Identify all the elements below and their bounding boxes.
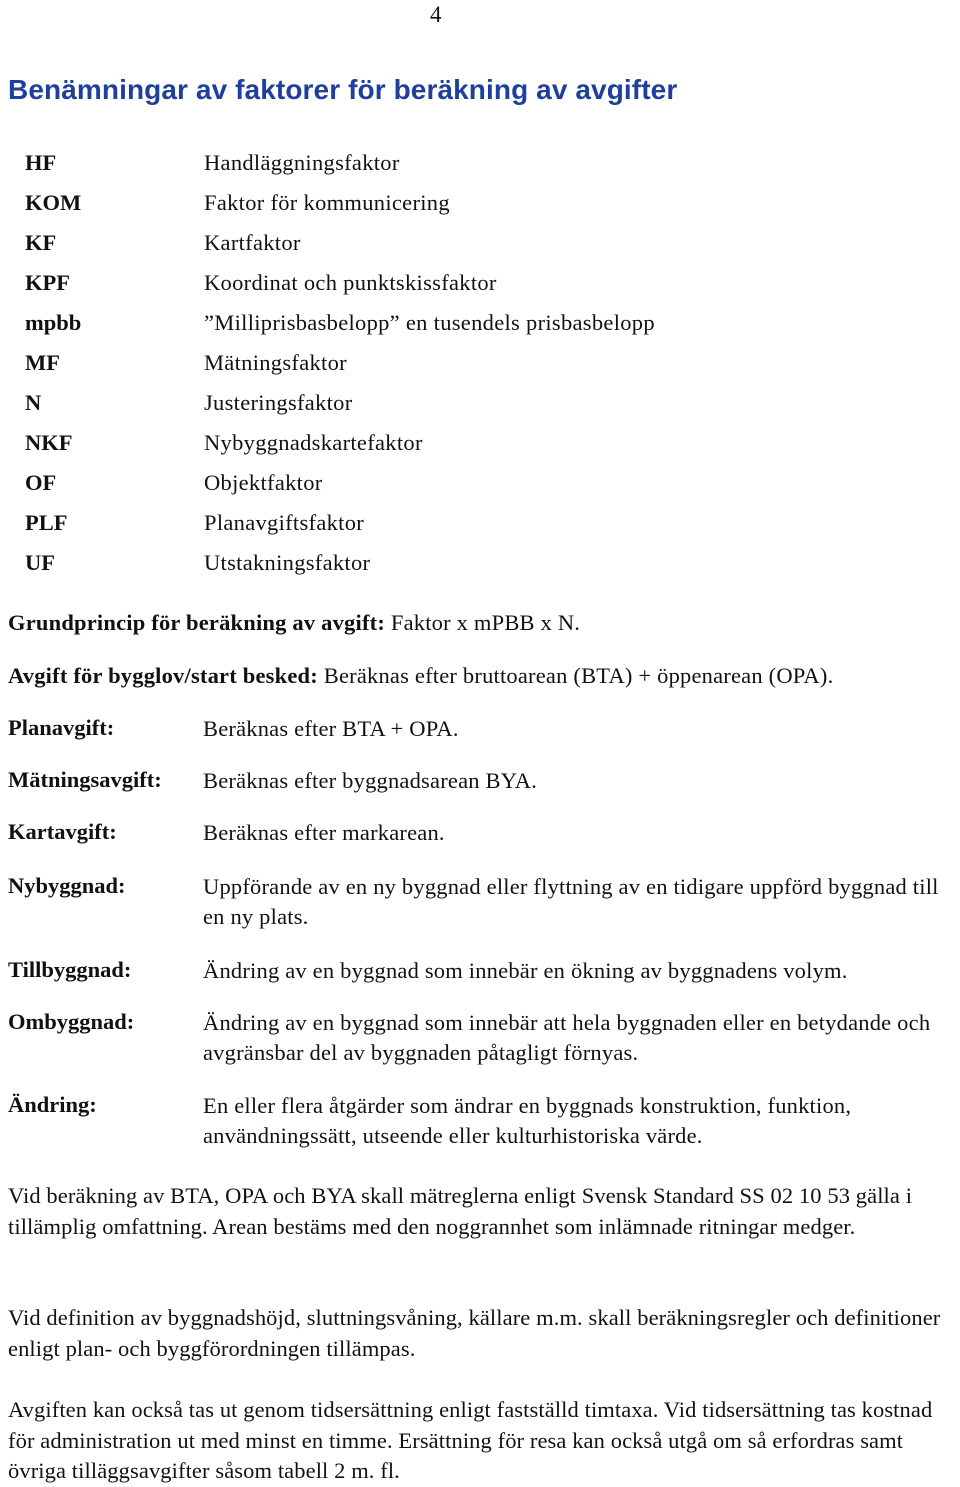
abbreviation-description: Planavgiftsfaktor: [204, 510, 365, 535]
page-title: Benämningar av faktorer för beräkning av avgifter: [8, 74, 678, 105]
list-item: [0, 348, 960, 388]
definition-term: Mätningsavgift:: [8, 767, 162, 792]
definition-term: Planavgift:: [8, 715, 115, 740]
list-item: [0, 388, 960, 428]
definition-term: Tillbyggnad:: [8, 957, 132, 982]
list-item: [0, 148, 960, 188]
definition-text: Ändring av en byggnad som innebär en ökning av byggnadens volym.: [203, 958, 848, 983]
list-item: [0, 468, 960, 508]
abbreviation-description: Faktor för kommunicering: [204, 190, 450, 215]
abbreviation-code: UF: [25, 550, 55, 575]
list-item: [0, 188, 960, 228]
abbreviation-list: [0, 148, 960, 588]
definition-text: Uppförande av en ny byggnad eller flyttning av en tidigare uppförd byggnad till en ny plats.: [203, 874, 939, 929]
paragraph-measurement-rules: Vid beräkning av BTA, OPA och BYA skall mätreglerna enligt Svensk Standard SS 02 10 53 gälla i tillämplig omfattning. Arean bestäms med den noggrannhet som inlämnade ritningar medger.: [8, 1183, 913, 1239]
abbreviation-description: Kartfaktor: [204, 230, 301, 255]
abbreviation-code: KOM: [25, 190, 82, 215]
abbreviation-code: KF: [25, 230, 57, 255]
abbreviation-description: ”Milliprisbasbelopp” en tusendels prisbasbelopp: [204, 310, 655, 335]
principle-line: [8, 610, 580, 636]
definition-term: Ändring:: [8, 1092, 97, 1117]
abbreviation-description: Justeringsfaktor: [204, 390, 353, 415]
abbreviation-code: HF: [25, 150, 57, 175]
bygglov-text: Beräknas efter bruttoarean (BTA) + öppenarean (OPA).: [323, 663, 834, 688]
abbreviation-code: NKF: [25, 430, 73, 455]
principle-text: Faktor x mPBB x N.: [390, 610, 581, 635]
list-item: [0, 268, 960, 308]
definition-text: Beräknas efter markarean.: [203, 820, 445, 845]
definition-text: En eller flera åtgärder som ändrar en byggnads konstruktion, funktion, användningssätt, utseende eller kulturhistoriska värde.: [203, 1093, 852, 1148]
bygglov-line: [8, 663, 833, 689]
definition-term: Nybyggnad:: [8, 873, 126, 898]
definition-text: Beräknas efter BTA + OPA.: [203, 716, 459, 741]
paragraph-definitions: Vid definition av byggnadshöjd, sluttningsvåning, källare m.m. skall beräkningsregler och definitioner enligt plan- och byggförordningen tillämpas.: [8, 1305, 941, 1361]
abbreviation-description: Mätningsfaktor: [204, 350, 347, 375]
abbreviation-description: Koordinat och punktskissfaktor: [204, 270, 497, 295]
abbreviation-code: OF: [25, 470, 57, 495]
abbreviation-code: N: [25, 390, 42, 415]
abbreviation-description: Nybyggnadskartefaktor: [204, 430, 423, 455]
page-number: 4: [430, 2, 442, 27]
definition-text: Beräknas efter byggnadsarean BYA.: [203, 768, 537, 793]
definition-term: Kartavgift:: [8, 819, 117, 844]
abbreviation-code: KPF: [25, 270, 70, 295]
abbreviation-code: PLF: [25, 510, 68, 535]
abbreviation-code: mpbb: [25, 310, 82, 335]
definition-term: Ombyggnad:: [8, 1009, 135, 1034]
list-item: [0, 548, 960, 588]
list-item: [0, 228, 960, 268]
paragraph-time-compensation: Avgiften kan också tas ut genom tidsersättning enligt fastställd timtaxa. Vid tidsersättning tas kostnad för administration ut med minst en timme. Ersättning för resa kan också utgå om så erfordras samt övriga tilläggsavgifter såsom tabell 2 m. fl.: [8, 1397, 933, 1483]
list-item: [0, 508, 960, 548]
principle-label: Grundprincip för beräkning av avgift:: [8, 610, 386, 635]
bygglov-label: Avgift för bygglov/start besked:: [8, 663, 318, 688]
definition-text: Ändring av en byggnad som innebär att hela byggnaden eller en betydande och avgränsbar del av byggnaden påtagligt förnyas.: [203, 1010, 931, 1065]
abbreviation-description: Objektfaktor: [204, 470, 323, 495]
abbreviation-code: MF: [25, 350, 60, 375]
list-item: [0, 308, 960, 348]
abbreviation-description: Handläggningsfaktor: [204, 150, 400, 175]
abbreviation-description: Utstakningsfaktor: [204, 550, 371, 575]
list-item: [0, 428, 960, 468]
